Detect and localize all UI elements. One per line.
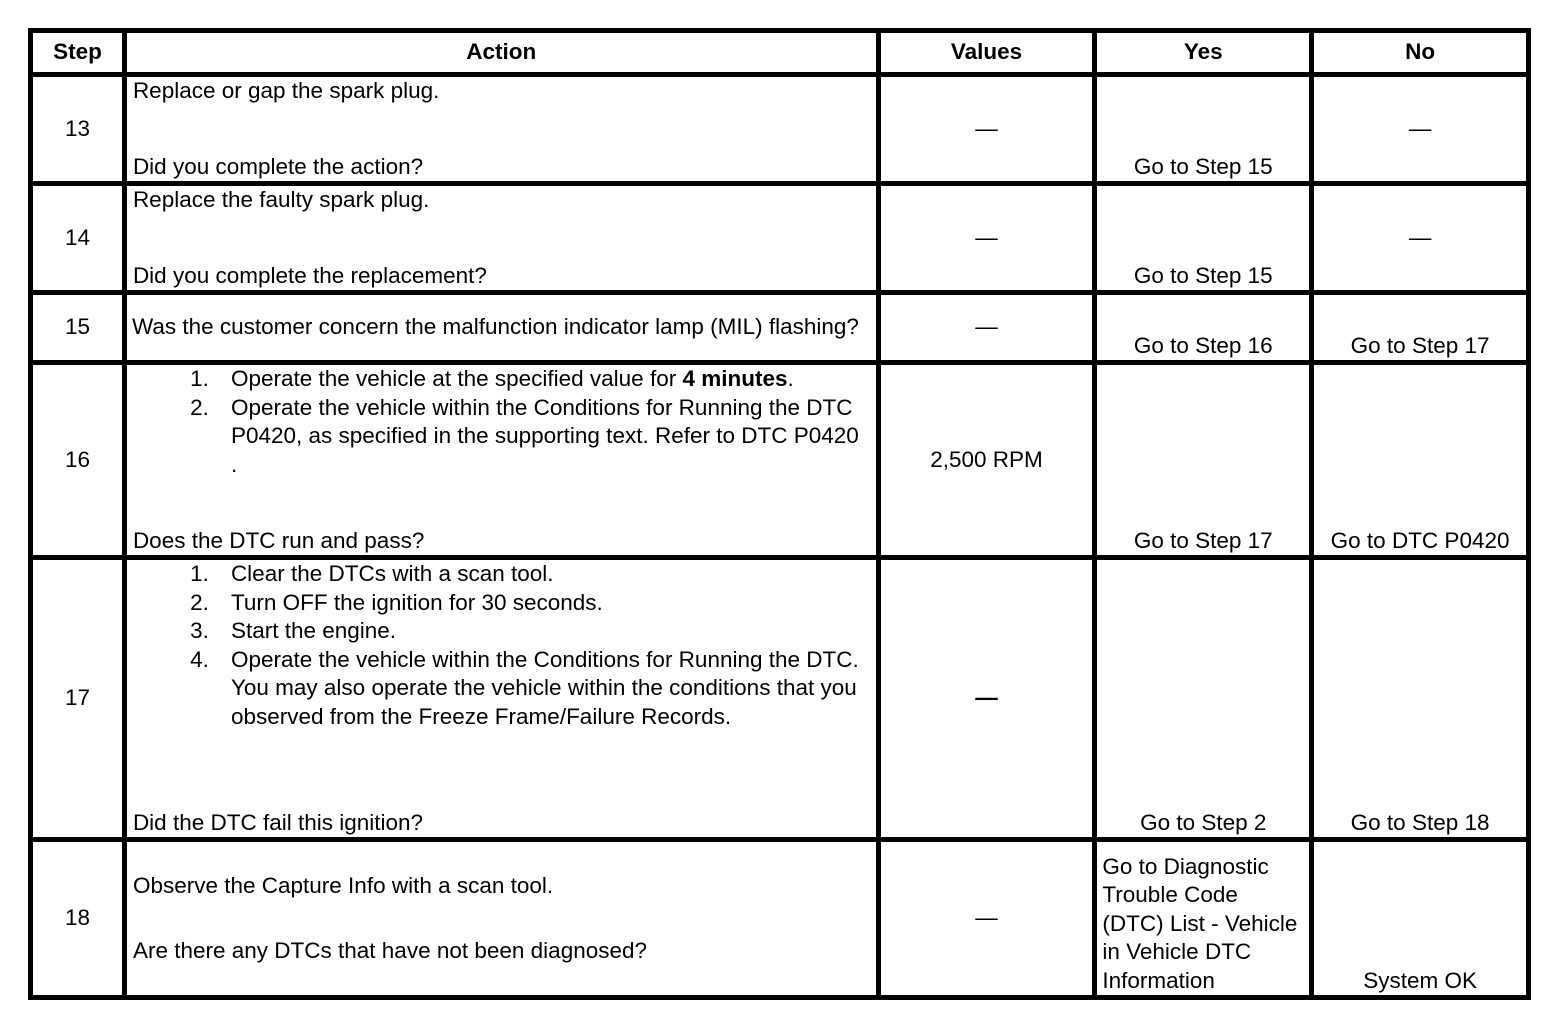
action-cell — [124, 363, 878, 558]
header-yes: Yes — [1095, 31, 1312, 75]
yes-cell: Go to Diagnostic Trouble Code (DTC) List - Vehicle in Vehicle DTC Information — [1095, 840, 1312, 998]
action-steps-list — [133, 365, 870, 479]
list-item: 3. Start the engine. — [190, 618, 397, 643]
action-cell — [124, 558, 878, 840]
diagnostic-table — [28, 28, 1531, 1000]
action-question: Did the DTC fail this ignition? — [132, 809, 424, 835]
step-number: 14 — [31, 184, 125, 293]
list-item: 2. Turn OFF the ignition for 30 seconds. — [190, 589, 603, 615]
yes-cell: Go to Step 17 — [1095, 363, 1312, 558]
no-cell: Go to Step 17 — [1312, 293, 1529, 363]
action-cell — [124, 840, 878, 998]
action-question: Does the DTC run and pass? — [132, 527, 425, 553]
table-row — [31, 293, 1529, 363]
values-cell: — — [878, 75, 1095, 184]
header-action: Action — [124, 31, 878, 75]
table-row — [31, 75, 1529, 184]
header-values: Values — [878, 31, 1095, 75]
no-cell: Go to DTC P0420 — [1312, 363, 1529, 558]
list-item: 4. Operate the vehicle within the Conditions for Running the DTC. You may also operate the vehicle within the conditions that you observed from the Freeze Frame/Failure Records. — [190, 646, 859, 729]
action-question: Was the customer concern the malfunction indicator lamp (MIL) flashing? — [131, 314, 859, 340]
yes-cell: Go to Step 16 — [1095, 293, 1312, 363]
list-item: 2. Operate the vehicle within the Conditions for Running the DTC P0420, as specified in the supporting text. Refer to DTC P0420 . — [190, 394, 859, 477]
action-cell — [124, 293, 878, 363]
step-number: 18 — [31, 840, 125, 998]
step-number: 17 — [31, 558, 125, 840]
table-row — [31, 363, 1529, 558]
action-instruction: Replace the faulty spark plug. — [132, 187, 430, 212]
step-number: 13 — [31, 75, 125, 184]
values-cell: — — [878, 184, 1095, 293]
action-steps-list — [133, 560, 870, 731]
no-cell: — — [1312, 184, 1529, 293]
values-cell: — — [878, 558, 1095, 840]
values-cell: 2,500 RPM — [878, 363, 1095, 558]
header-step: Step — [31, 31, 125, 75]
table-row — [31, 840, 1529, 998]
step-number: 15 — [31, 293, 125, 363]
list-item: 1. Clear the DTCs with a scan tool. — [190, 561, 554, 586]
header-no: No — [1312, 31, 1529, 75]
list-item: 1. Operate the vehicle at the specified value for 4 minutes. — [190, 366, 794, 391]
action-question: Did you complete the replacement? — [132, 262, 487, 288]
yes-cell: Go to Step 15 — [1095, 75, 1312, 184]
values-cell: — — [878, 840, 1095, 998]
header-row — [31, 31, 1529, 75]
action-cell — [124, 75, 878, 184]
table-row — [31, 184, 1529, 293]
values-cell: — — [878, 293, 1095, 363]
yes-cell: Go to Step 15 — [1095, 184, 1312, 293]
action-question: Did you complete the action? — [132, 153, 424, 179]
table-row — [31, 558, 1529, 840]
action-instruction: Observe the Capture Info with a scan tool. — [132, 872, 554, 898]
no-cell: Go to Step 18 — [1312, 558, 1529, 840]
action-question: Are there any DTCs that have not been diagnosed? — [132, 938, 648, 963]
step-number: 16 — [31, 363, 125, 558]
no-cell: System OK — [1312, 840, 1529, 998]
no-cell: — — [1312, 75, 1529, 184]
yes-cell: Go to Step 2 — [1095, 558, 1312, 840]
action-instruction: Replace or gap the spark plug. — [132, 78, 440, 103]
action-cell — [124, 184, 878, 293]
